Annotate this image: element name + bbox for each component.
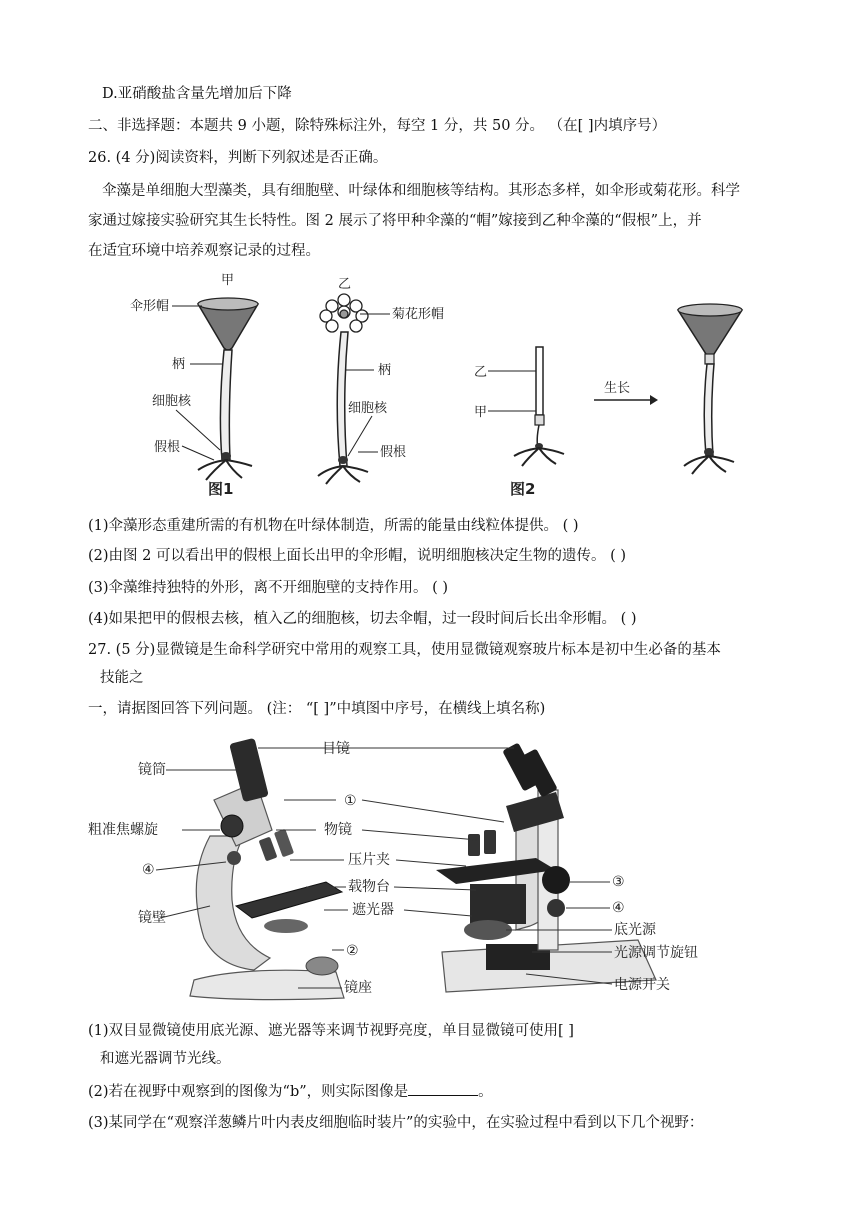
label-eyepiece: 目镜 — [322, 741, 350, 757]
stalk-yi — [337, 332, 348, 466]
label-num2: ② — [346, 943, 359, 959]
caption-fig2: 图2 — [510, 480, 536, 498]
mono-coarse-knob — [221, 815, 243, 837]
q26-heading: 26. (4 分)阅读资料，判断下列叙述是否正确。 — [88, 150, 388, 166]
q27-subquestion-1a: (1)双目显微镜使用底光源、遮光器等来调节视野亮度，单目显微镜可使用[ ] — [88, 1023, 574, 1039]
rhizoid-yi — [318, 466, 368, 484]
label-stalk-1: 柄 — [172, 357, 186, 372]
label-objective: 物镜 — [324, 822, 352, 838]
q27-subquestion-2-text: (2)若在视野中观察到的图像为“b”，则实际图像是 — [88, 1084, 409, 1100]
label-umbrella-cap: 伞形帽 — [130, 299, 170, 314]
q26-statement-3: (3)伞藻维持独特的外形，离不开细胞壁的支持作用。 ( ) — [88, 580, 449, 596]
label-num1: ① — [344, 793, 357, 809]
label-stage: 载物台 — [348, 879, 390, 895]
label-diaphragm: 遮光器 — [352, 902, 394, 918]
q27-subquestion-1b: 和遮光器调节光线。 — [100, 1051, 231, 1067]
label-graft-yi: 乙 — [474, 365, 488, 380]
label-rhizoid-2: 假根 — [380, 445, 407, 460]
q27-heading-3: 一，请据图回答下列问题。 (注： “[ ]”中填图中序号，在横线上填名称) — [88, 701, 546, 717]
label-base: 镜座 — [344, 980, 372, 996]
q26-statement-4: (4)如果把甲的假根去核，植入乙的细胞核，切去伞帽，过一段时间后长出伞形帽。 ( ) — [88, 611, 637, 627]
label-num4-right: ④ — [612, 900, 625, 916]
label-graft-jia: 甲 — [474, 405, 488, 420]
q27-heading-2: 技能之 — [100, 670, 144, 686]
label-stalk-2: 柄 — [378, 363, 392, 378]
label-grow: 生长 — [604, 381, 631, 396]
q26-paragraph-2: 家通过嫁接实验研究其生长特性。图 2 展示了将甲种伞藻的“帽”嫁接到乙种伞藻的“假根”上，并 — [88, 213, 702, 229]
label-yi: 乙 — [338, 277, 352, 292]
q26-statement-2: (2)由图 2 可以看出甲的假根上面长出甲的伞形帽，说明细胞核决定生物的遗传。 ( ) — [88, 548, 627, 564]
q27-subquestion-3: (3)某同学在“观察洋葱鳞片叶内表皮细胞临时装片”的实验中，在实验过程中看到以下几个视野： — [88, 1115, 704, 1131]
label-power-switch: 电源开关 — [614, 977, 670, 993]
label-nucleus-2: 细胞核 — [348, 401, 388, 416]
label-coarse-adjustment: 粗准焦螺旋 — [88, 822, 158, 838]
q27-subquestion-2-end: 。 — [478, 1084, 493, 1100]
label-bottom-light: 底光源 — [614, 922, 656, 938]
label-clip: 压片夹 — [348, 852, 390, 868]
q26-paragraph-3: 在适宜环境中培养观察记录的过程。 — [88, 243, 320, 259]
label-num4-left: ④ — [142, 862, 155, 878]
q27-heading: 27. (5 分)显微镜是生命科学研究中常用的观察工具，使用显微镜观察玻片标本是初中生必备的基本 — [88, 642, 721, 658]
bino-coarse-knob — [542, 866, 570, 894]
result-stalk — [704, 364, 714, 456]
q27-subquestion-2 — [88, 1081, 493, 1102]
label-rhizoid-1: 假根 — [154, 440, 181, 455]
microscope-figure — [86, 730, 750, 1010]
caption-fig1: 图1 — [208, 480, 234, 498]
monocular-microscope — [190, 738, 344, 1000]
acetabularia-figure — [110, 270, 750, 505]
label-chrys-cap: 菊花形帽 — [392, 307, 445, 322]
answer-blank[interactable] — [408, 1081, 478, 1096]
bino-light — [464, 920, 512, 940]
chrysanthemum-cap-shape — [320, 294, 368, 332]
stalk-jia — [220, 350, 232, 460]
label-light-knob: 光源调节旋钮 — [614, 945, 698, 961]
rhizoid-jia — [198, 460, 252, 480]
graft-upper-segment — [536, 347, 543, 415]
graft-rhizoid — [514, 448, 564, 466]
label-num3: ③ — [612, 874, 625, 890]
q26-statement-1: (1)伞藻形态重建所需的有机物在叶绿体制造，所需的能量由线粒体提供。 ( ) — [88, 518, 579, 534]
mono-mirror — [306, 957, 338, 975]
label-nucleus-1: 细胞核 — [152, 394, 192, 409]
option-d: D.亚硝酸盐含量先增加后下降 — [102, 86, 292, 102]
label-jia: 甲 — [221, 273, 235, 288]
label-tube: 镜筒 — [138, 762, 166, 778]
q26-paragraph-1: 伞藻是单细胞大型藻类，具有细胞壁、叶绿体和细胞核等结构。其形态多样，如伞形或菊花形。科学 — [102, 183, 740, 199]
section-2-heading: 二、非选择题：本题共 9 小题，除特殊标注外，每空 1 分，共 50 分。 （在[ ]内填序号） — [88, 118, 667, 134]
result-rhizoid — [684, 456, 734, 474]
label-arm: 镜壁 — [138, 910, 166, 926]
